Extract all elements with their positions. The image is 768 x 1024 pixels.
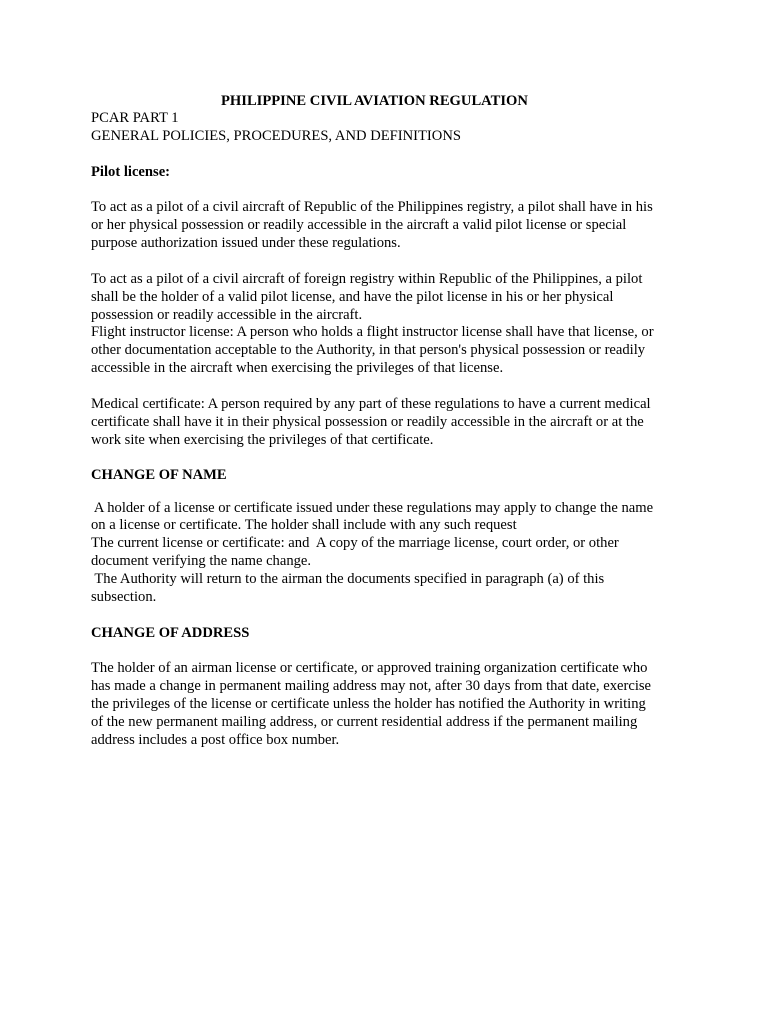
paragraph-line: address includes a post office box number. — [91, 732, 340, 748]
paragraph-line: To act as a pilot of a civil aircraft of Republic of the Philippines registry, a pilot shall have in his — [91, 199, 653, 215]
change-of-address-heading: CHANGE OF ADDRESS — [91, 625, 250, 641]
paragraph-line: accessible in the aircraft when exercising the privileges of that license. — [91, 360, 504, 376]
paragraph-line: document verifying the name change. — [91, 553, 312, 569]
paragraph-line: or her physical possession or readily accessible in the aircraft a valid pilot license or special — [91, 217, 627, 233]
document-part: PCAR PART 1 — [91, 110, 179, 126]
paragraph-line: certificate shall have it in their physical possession or readily accessible in the aircraft or at the — [91, 414, 644, 430]
paragraph-line: other documentation acceptable to the Authority, in that person's physical possession or readily — [91, 342, 646, 358]
paragraph-line: shall be the holder of a valid pilot license, and have the pilot license in his or her physical — [91, 289, 614, 305]
document-title: PHILIPPINE CIVIL AVIATION REGULATION — [221, 93, 528, 109]
paragraph-line: has made a change in permanent mailing address may not, after 30 days from that date, exercise — [91, 678, 652, 694]
paragraph-line: The Authority will return to the airman the documents specified in paragraph (a) of this — [91, 571, 605, 587]
paragraph-line: possession or readily accessible in the aircraft. — [91, 307, 363, 323]
paragraph-line: of the new permanent mailing address, or current residential address if the permanent mailing — [91, 714, 638, 730]
paragraph-line: The current license or certificate: and A copy of the marriage license, court order, or other — [91, 535, 619, 551]
paragraph-line: The holder of an airman license or certificate, or approved training organization certificate who — [91, 660, 648, 676]
document-subtitle: GENERAL POLICIES, PROCEDURES, AND DEFINITIONS — [91, 128, 461, 144]
paragraph-line: purpose authorization issued under these regulations. — [91, 235, 401, 251]
paragraph-line: Medical certificate: A person required by any part of these regulations to have a current medical — [91, 396, 651, 412]
paragraph-line: on a license or certificate. The holder shall include with any such request — [91, 517, 517, 533]
paragraph-line: the privileges of the license or certificate unless the holder has notified the Authority in writing — [91, 696, 646, 712]
paragraph-line: subsection. — [91, 589, 157, 605]
pilot-license-heading: Pilot license: — [91, 164, 171, 180]
paragraph-line: To act as a pilot of a civil aircraft of foreign registry within Republic of the Philippines, a pilot — [91, 271, 643, 287]
paragraph-line: A holder of a license or certificate issued under these regulations may apply to change the name — [91, 500, 654, 516]
paragraph-line: Flight instructor license: A person who holds a flight instructor license shall have that license, or — [91, 324, 654, 340]
change-of-name-heading: CHANGE OF NAME — [91, 467, 227, 483]
paragraph-line: work site when exercising the privileges of that certificate. — [91, 432, 434, 448]
